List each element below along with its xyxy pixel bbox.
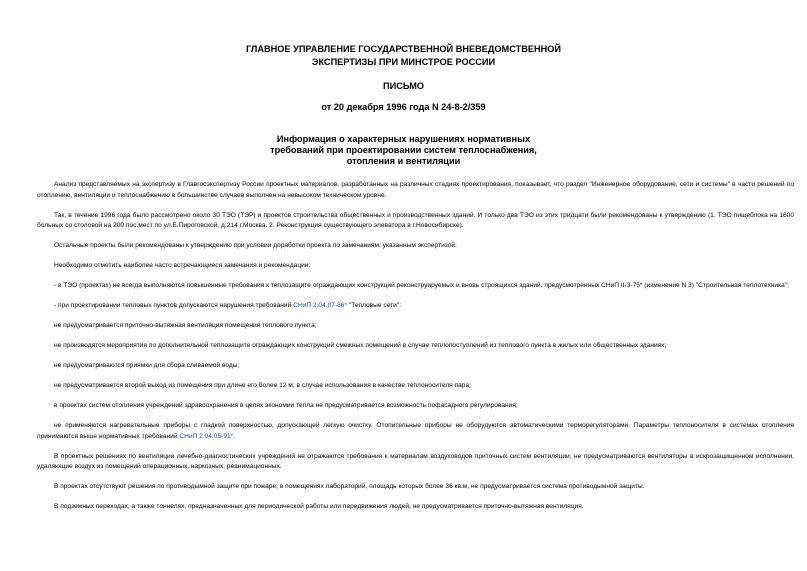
paragraph: Остальные проекты были рекомендованы к утверждению при условии доработки проекта по замечаниям, указанным экспертизой. — [54, 242, 457, 249]
paragraph: Необходимо отметить наиболее часто встречающиеся замечания и рекомендации: — [54, 262, 311, 269]
org-name-line2: ЭКСПЕРТИЗЫ ПРИ МИНСТРОЕ РОССИИ — [311, 57, 496, 67]
doc-title-line3: отопления и вентиляции — [346, 156, 461, 166]
org-name-line1: ГЛАВНОЕ УПРАВЛЕНИЕ ГОСУДАРСТВЕННОЙ ВНЕВЕДОМСТВЕННОЙ — [245, 44, 562, 54]
paragraph — [37, 421, 794, 442]
paragraph: В подземных переходах, а также тоннелях, предназначенных для периодической работы или передвижения людей, не предусматривается приточно-вытяжная вентиляция. — [54, 503, 584, 510]
paragraph: не предусматривается приточно-вытяжная вентиляция помещения теплового пункта; — [54, 322, 317, 329]
paragraph-text: . — [233, 432, 236, 440]
paragraph-text: - при проектировании тепловых пунктов допускаются нарушения требований — [54, 302, 294, 309]
paragraph: Анализ представляемых на экспертизу в Главгосэкспертизу России проектных материалов, разработанных на различных стадиях проектирования, показывает, что раздел "Инженерное оборудование, сети и системы" в части решений по отоплению, вентиляции и теплоснабжению в большинстве случаев выполнен на невысоком техническом уровне. — [37, 181, 794, 199]
paragraph — [37, 301, 794, 312]
paragraph-text: "Тепловые сети": — [347, 302, 402, 309]
document-body — [37, 180, 794, 522]
doc-date: от 20 декабря 1996 года N 24-8-2/359 — [321, 102, 486, 112]
paragraph: не предусматривается второй выход из помещения при длине его более 12 м, в случае использования в качестве теплоносителя пара; — [54, 382, 471, 389]
doc-type: ПИСЬМО — [382, 81, 425, 91]
paragraph-text: не применяются нагревательные приборы с гладкой поверхностью, допускающей легкую очистку. Отопительные приборы не оборудуются автоматическими терморегуляторами. Параметры теплоносителя в системах отопления принимаются выше нормативных требований — [37, 422, 794, 440]
paragraph: в проектах систем отопления учреждений здравоохранения в целях экономии тепла не предусматривается возможность пофасадного регулирования; — [54, 402, 518, 409]
paragraph: В проектных решениях по вентиляции лечебно-диагностических учреждений не отражаются требования к материалам воздуховодов приточных систем вентиляции; не предусматриваются вентиляторы в искрозащищенном исполнении, удаляющие воздух из помещений операционных, наркозных, реанимационных. — [37, 452, 794, 470]
paragraph: не производятся мероприятия по дополнительной теплозащите ограждающих конструкций смежных помещений в случае теплопоступлений из теплового пункта в жилых или общественных зданиях; — [54, 342, 667, 349]
paragraph: В проектах отсутствуют решения по противодымной защите при пожаре; в помещениях лабораторий, площадь которых более 36 кв.м, не предусматривается система противодымной защиты. — [54, 483, 645, 490]
snip-2-04-07-86-link[interactable]: СНиП 2.04.07-86* — [293, 302, 348, 309]
doc-title-line2: требований при проектировании систем теплоснабжения, — [270, 145, 537, 155]
paragraph: не предусматриваются приямки для сбора сливаемой воды; — [54, 362, 240, 369]
paragraph: - в ТЭО (проектах) не всегда выполняются повышенные требования к теплозащите ограждающих конструкций реконструируемых и вновь строящихся зданий, предусмотренных СНиП II-3-75* (изменение N 3) "Строительная теплотехника"; — [54, 282, 789, 289]
doc-title-line1: Информация о характерных нарушениях нормативных — [276, 134, 531, 144]
paragraph: Так, в течение 1996 года было рассмотрено около 30 ТЭО (ТЭР) и проектов строительства общественных и производственных зданий. И только два ТЭО из этих тридцати были рекомендованы к утверждению (1. ТЭО пищеблока на 1600 больных со столовой на 200 пос.мест по ул.Б.Пироговской, д.214 г.Москва. 2. Реконструкция существующего элеватора в г.Новосибирске). — [37, 211, 794, 229]
snip-2-04-05-91-link[interactable]: СНиП 2.04.05-91* — [179, 432, 234, 440]
